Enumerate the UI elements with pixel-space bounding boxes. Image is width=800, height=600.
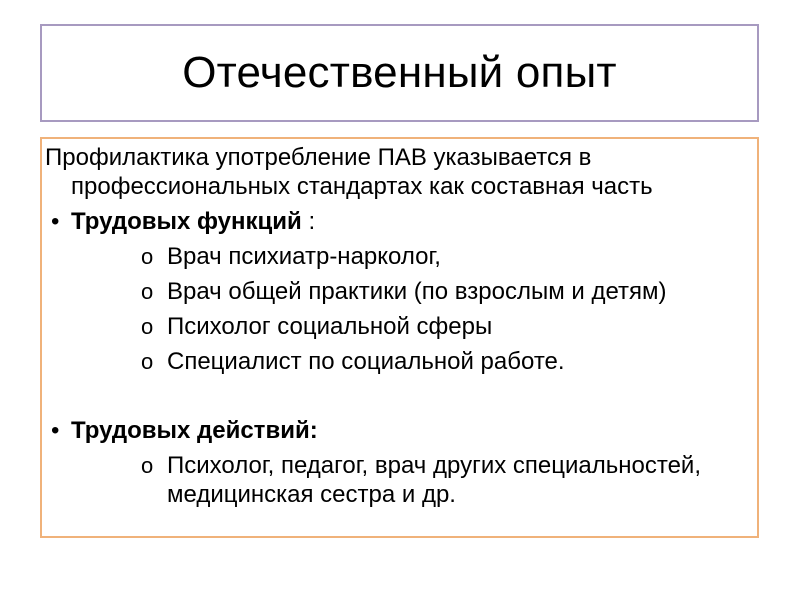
bullet-icon: • [51,417,60,444]
list-item [45,312,745,341]
list-item-text: Психолог социальной сферы [167,313,493,340]
title-frame [40,24,759,122]
circle-bullet-icon: o [141,279,154,304]
circle-bullet-icon: o [141,453,154,478]
slide-body [45,143,745,509]
circle-bullet-icon: o [141,349,154,374]
list-item [45,451,745,509]
intro-paragraph: Профилактика употребление ПАВ указывается в профессиональных стандартах как составная часть [45,144,653,200]
bullet-labor-actions [45,416,745,445]
bullet-suffix: : [301,208,316,235]
list-item-text: Специалист по социальной работе. [167,348,565,375]
list-item-text: Врач психиатр-нарколог, [167,243,441,270]
list-item [45,347,745,376]
bullet-labor-functions [45,207,745,236]
list-item-text: Врач общей практики (по взрослым и детям) [167,278,667,305]
list-item-text: Психолог, педагог, врач других специальностей, медицинская сестра и др. [167,452,701,508]
bullet-label: Трудовых функций [71,208,302,235]
circle-bullet-icon: o [141,244,154,269]
bullet-icon: • [51,208,60,235]
list-item [45,242,745,271]
list-item [45,277,745,306]
slide-title: Отечественный опыт [182,48,617,97]
circle-bullet-icon: o [141,314,154,339]
bullet-label: Трудовых действий: [71,417,318,444]
